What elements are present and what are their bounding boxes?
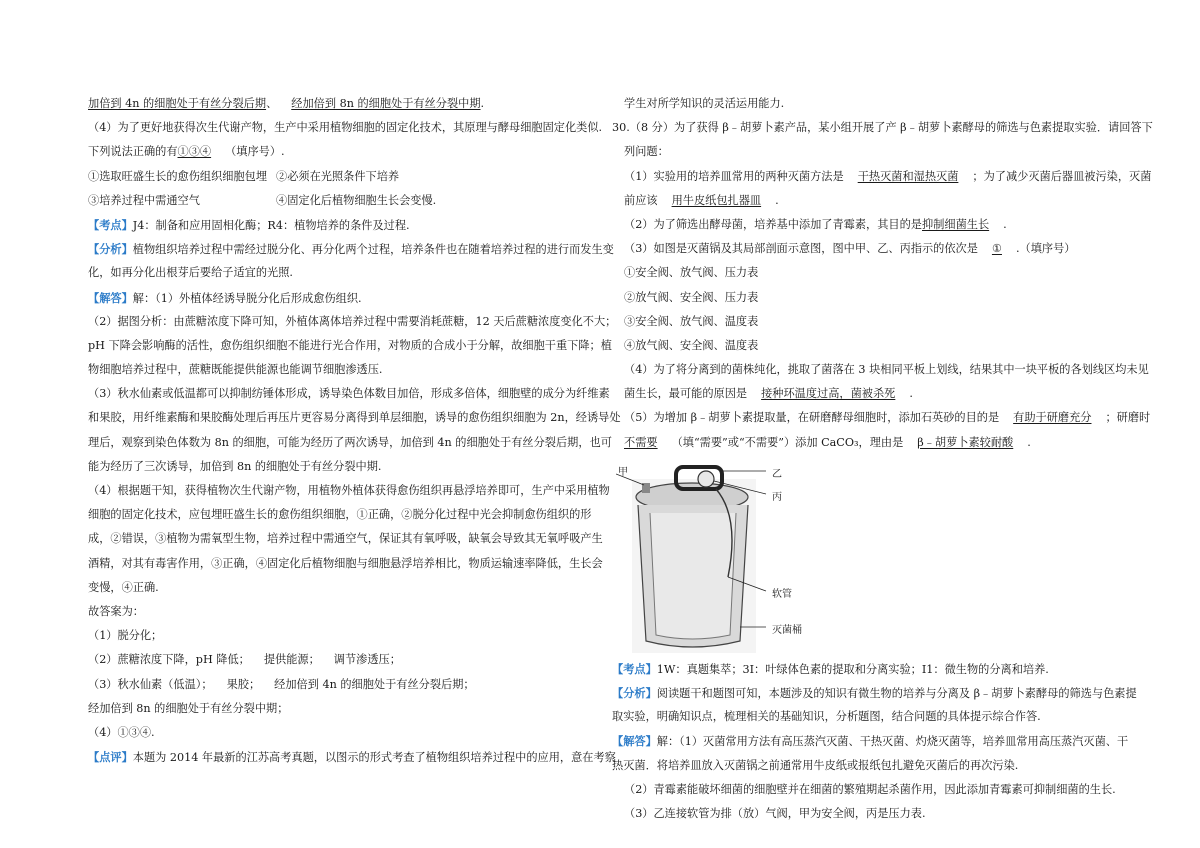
kaodian-line: 【考点】1W：真题集萃；3I：叶绿体色素的提取和分离实验；I1：微生物的分离和培养. (612, 661, 1049, 676)
question-4-prompt: 下列说法正确的有①③④ （填序号）. (88, 145, 285, 159)
autoclave-figure (612, 457, 1132, 657)
text-line: （2）据图分析：由蔗糖浓度下降可知，外植体离体培养过程中需要消耗蔗糖，12 天后蔗糖浓度变化不大； (88, 314, 617, 328)
blank-answer: 抑制细菌生长 (922, 217, 990, 231)
left-column (88, 92, 621, 769)
text-line: 细胞的固定化技术，应包埋旺盛生长的愈伤组织细胞，①正确，②脱分化过程中光会抑制愈伤组织的形 (88, 508, 592, 522)
label-jia: 甲 (618, 466, 628, 478)
fenxi-line: 【分析】阅读题干和题图可知，本题涉及的知识有微生物的培养与分离及 β﹣胡萝卜素酵母的筛选与色素提 (612, 686, 1137, 700)
question-line: （4）为了将分离到的菌株纯化，挑取了菌落在 3 块相同平板上划线，结果其中一块平板的各划线区均未见 (624, 363, 1149, 377)
text-line: （2）青霉素能破坏细菌的细胞壁并在细菌的繁殖期起杀菌作用，因此添加青霉素可抑制细菌的生长. (624, 782, 1116, 796)
text-line: 热灭菌．将培养皿放入灭菌锅之前通常用牛皮纸或报纸包扎避免灭菌后的再次污染. (612, 758, 1019, 772)
text-line: （4）①③④. (88, 725, 155, 739)
blank-answer: 不需要 (624, 435, 658, 449)
option-line: ③安全阀、放气阀、温度表 (624, 314, 759, 328)
text-line: （3）乙连接软管为排（放）气阀，甲为安全阀，丙是压力表. (624, 806, 926, 820)
blank-answer: 接种环温度过高，菌被杀死 (761, 387, 896, 401)
question-30-title: 30.（8 分）为了获得 β﹣胡萝卜素产品，某小组开展了产 β﹣胡萝卜素酵母的筛选与色素提取实验．请回答下 (612, 121, 1153, 135)
jieda-line: 【解答】解：（1）灭菌常用方法有高压蒸汽灭菌、干热灭菌、灼烧灭菌等，培养皿常用高压蒸汽灭菌、干 (612, 734, 1129, 749)
text-line: 取实验，明确知识点，梳理相关的基础知识，分析题图，结合问题的具体提示综合作答. (612, 710, 1041, 724)
text-line: 和果胶，用纤维素酶和果胶酶处理后再压片更容易分离得到单层细胞，诱导的愈伤组织细胞为 2n，经诱导处 (88, 411, 621, 425)
text-line: 列问题： (624, 145, 669, 159)
question-line: 前应该 用牛皮纸包扎器皿 . (624, 193, 779, 207)
fenxi-tag: 【分析】 (612, 686, 657, 700)
label-ruanguan: 软管 (772, 588, 792, 600)
kaodian-line: 【考点】J4：制备和应用固相化酶；R4：植物培养的条件及过程. (88, 217, 410, 232)
right-column (612, 92, 1153, 826)
jieda-tag: 【解答】 (88, 290, 133, 305)
question-line: 菌生长，最可能的原因是 接种环温度过高，菌被杀死 . (624, 387, 913, 401)
text-line: 学生对所学知识的灵活运用能力. (624, 97, 785, 110)
autoclave-illustration (616, 457, 836, 657)
text-line: 理后，观察到染色体数为 8n 的细胞，可能为经历了两次诱导，加倍到 4n 的细胞处于有丝分裂后期，也可 (88, 435, 612, 449)
text-line: 能为经历了三次诱导，加倍到 8n 的细胞处于有丝分裂中期. (88, 459, 382, 473)
text-line: 化，如再分化出根芽后要给子适宜的光照. (88, 266, 293, 280)
label-miejuntong: 灭菌桶 (772, 624, 802, 636)
text-line: （2）蔗糖浓度下降，pH 降低； 提供能源； 调节渗透压； (88, 653, 401, 667)
blank-answer: 干热灭菌和湿热灭菌 (857, 169, 959, 183)
text-line: 经加倍到 8n 的细胞处于有丝分裂中期； (88, 701, 289, 715)
text-line: 变慢，④正确. (88, 580, 159, 594)
option-line: ①安全阀、放气阀、压力表 (624, 266, 759, 280)
jieda-line: 【解答】解：（1）外植体经诱导脱分化后形成愈伤组织. (88, 290, 362, 305)
text-line: （3）秋水仙素或低温都可以抑制纺锤体形成，诱导染色体数目加倍，形成多倍体，细胞壁的成分为纤维素 (88, 387, 610, 401)
option-line: ①选取旺盛生长的愈伤组织细胞包埋 ②必须在光照条件下培养 (88, 169, 400, 183)
blank-answer: β﹣胡萝卜素较耐酸 (917, 435, 1014, 449)
blank-answer: 用牛皮纸包扎器皿 (671, 193, 762, 207)
option-line: ②放气阀、安全阀、压力表 (624, 290, 759, 304)
dianping-tag: 【点评】 (88, 750, 133, 765)
text-line: （1）脱分化； (88, 629, 163, 643)
question-line: （3）如图是灭菌锅及其局部剖面示意图，图中甲、乙、丙指示的依次是 ① .（填序号） (624, 242, 1076, 256)
text-line: 酒精，对其有毒害作用，③正确，④固定化后植物细胞与细胞悬浮培养相比，物质运输速率降低，生长会 (88, 556, 603, 570)
question-line: 不需要 （填“需要”或“不需要”）添加 CaCO₃，理由是 β﹣胡萝卜素较耐酸 . (624, 435, 1031, 449)
question-4-line: （4）为了更好地获得次生代谢产物，生产中采用植物细胞的固定化技术，其原理与酵母细胞固定化类似. (88, 121, 603, 135)
text-line: 故答案为： (88, 604, 144, 618)
dianping-line: 【点评】本题为 2014 年最新的江苏高考真题，以图示的形式考查了植物组织培养过程中的应用，意在考察 (88, 750, 616, 765)
fenxi-line: 【分析】植物组织培养过程中需经过脱分化、再分化两个过程，培养条件也在随着培养过程的进行而发生变 (88, 242, 614, 257)
question-line: （5）为增加 β﹣胡萝卜素提取量，在研磨酵母细胞时，添加石英砂的目的是 有助于研磨充分 ；研磨时 (624, 411, 1151, 425)
option-line: ④放气阀、安全阀、温度表 (624, 338, 759, 352)
blank-answer: ①③④ (177, 145, 212, 159)
question-line: （1）实验用的培养皿常用的两种灭菌方法是 干热灭菌和湿热灭菌 ；为了减少灭菌后器皿被污染，灭菌 (624, 169, 1152, 183)
text-line: 物细胞培养过程中，蔗糖既能提供能源也能调节细胞渗透压. (88, 363, 383, 377)
label-yi: 乙 (772, 468, 782, 480)
answer-line-1: 加倍到 4n 的细胞处于有丝分裂后期、 经加倍到 8n 的细胞处于有丝分裂中期. (88, 97, 485, 110)
blank-answer: ① (991, 242, 1002, 256)
kaodian-tag: 【考点】 (612, 661, 657, 676)
text-line: （4）根据题干知，获得植物次生代谢产物，用植物外植体获得愈伤组织再悬浮培养即可，生产中采用植物 (88, 484, 610, 497)
text-line: （3）秋水仙素（低温）； 果胶； 经加倍到 4n 的细胞处于有丝分裂后期； (88, 677, 475, 691)
text-line: pH 下降会影响酶的活性，愈伤组织细胞不能进行光合作用，对物质的合成小于分解，故细胞干重下降；植 (88, 338, 612, 352)
fenxi-tag: 【分析】 (88, 242, 133, 257)
kaodian-tag: 【考点】 (88, 217, 133, 232)
text-line: 成，②错误，③植物为需氧型生物，培养过程中需通空气，保证其有氧呼吸，缺氧会导致其无氧呼吸产生 (88, 532, 603, 546)
option-line: ③培养过程中需通空气 ④固定化后植物细胞生长会变慢. (88, 193, 437, 207)
blank-answer: 有助于研磨充分 (1013, 411, 1092, 425)
question-line: （2）为了筛选出酵母菌，培养基中添加了青霉素，其目的是抑制细菌生长 . (624, 217, 1007, 231)
label-bing: 丙 (772, 491, 782, 503)
jieda-tag: 【解答】 (612, 734, 657, 749)
